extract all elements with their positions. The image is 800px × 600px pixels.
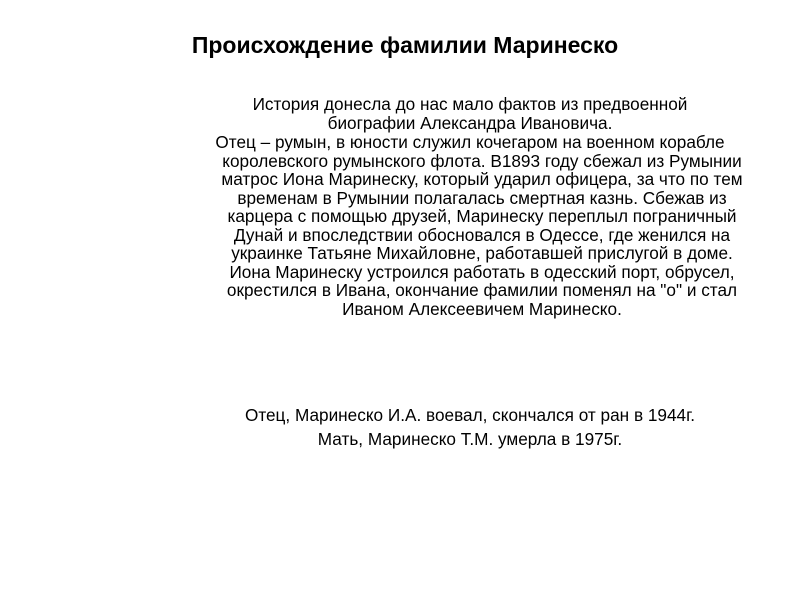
footer-line-father: Отец, Маринеско И.А. воевал, скончался от ран в 1944г. [244,405,696,425]
paragraph-father-story: Отец – румын, в юности служил кочегаром на военном корабле королевского румынского флота. В1893 году сбежал из Румынии матрос Иона Маринеску, который ударил офицера, за что по тем временам в Румынии полагалась смертная казнь. Сбежав из карцера с помощью друзей, Маринеску переплыл пограничный Дунай и впоследствии обосновался в Одессе, где женился на украинке Татьяне Михайловне, работавшей прислугой в доме. Иона Маринеску устроился работать в одесский порт, обрусел, окрестился в Ивана, окончание фамилии поменял на "о" и стал Иваном Алексеевичем Маринеско. [215,132,743,319]
slide-footer [190,403,750,451]
slide-body [190,95,750,319]
footer-line-mother: Мать, Маринеско Т.М. умерла в 1975г. [317,429,623,449]
slide-title: Происхождение фамилии Маринеско [191,32,619,58]
paragraph-intro: История донесла до нас мало фактов из предвоенной биографии Александра Ивановича. [252,94,688,133]
